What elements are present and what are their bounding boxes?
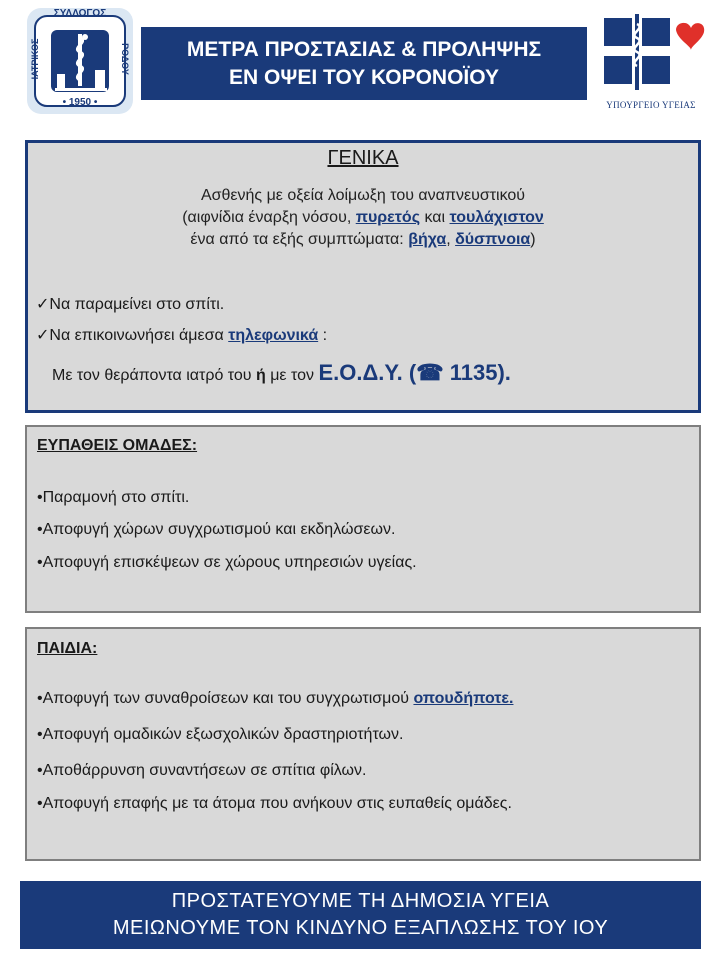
children-title: ΠΑΙΔΙΑ:: [37, 640, 98, 657]
logo-right-text: ΡΟΔΟΥ: [120, 43, 130, 75]
dyspnea-keyword: δύσπνοια: [455, 231, 531, 248]
vulnerable-groups-section: [25, 425, 701, 613]
contact-eody: [52, 360, 511, 386]
general-line-3-c: ,: [446, 231, 456, 248]
general-section: [25, 140, 701, 413]
instruction-stay-home: [36, 294, 224, 314]
ministry-of-health-logo: [596, 8, 706, 122]
contact-a: Με τον θεράποντα ιατρό του: [52, 367, 256, 384]
fever-keyword: πυρετός: [355, 209, 421, 226]
anywhere-keyword: οπουδήποτε.: [413, 690, 514, 707]
footer-banner: [20, 881, 701, 949]
cough-keyword: βήχα: [408, 231, 447, 248]
list-item: •Αποφυγή επισκέψεων σε χώρους υπηρεσιών υγείας.: [37, 554, 417, 571]
logo-year: • 1950 •: [62, 97, 98, 108]
general-line-3-e: ): [530, 231, 536, 248]
medical-association-logo: [27, 8, 133, 114]
header-line-2: ΕΝ ΟΨΕΙ ΤΟΥ ΚΟΡΟΝΟΪΟΥ: [228, 65, 500, 89]
general-line-3-a: ένα από τα εξής συμπτώματα:: [190, 231, 409, 248]
instruction-stay-home-text: Να παραμείνει στο σπίτι.: [49, 296, 225, 313]
logo-left-text: ΙΑΤΡΙΚΟΣ: [30, 38, 40, 80]
checkmark-icon: ✓: [36, 327, 50, 344]
list-item: •Αποφυγή χώρων συγχρωτισμού και εκδηλώσεων.: [37, 521, 396, 538]
checkmark-icon: ✓: [36, 296, 50, 313]
by-phone-keyword: τηλεφωνικά: [228, 327, 319, 344]
health-cross-heart-icon: [596, 8, 706, 100]
vulnerable-title: ΕΥΠΑΘΕΙΣ ΟΜΑΔΕΣ:: [37, 437, 198, 454]
logo-top-text: ΣΥΛΛΟΓΟΣ: [53, 8, 107, 19]
eody-hotline: Ε.Ο.Δ.Υ. (☎ 1135).: [318, 360, 511, 385]
list-item: •Παραμονή στο σπίτι.: [37, 489, 190, 506]
general-line-2: [28, 209, 698, 227]
header-line-1: ΜΕΤΡΑ ΠΡΟΣΤΑΣΙΑΣ & ΠΡΟΛΗΨΗΣ: [186, 37, 542, 61]
list-item: •Αποφυγή επαφής με τα άτομα που ανήκουν στις ευπαθείς ομάδες.: [37, 795, 512, 812]
list-item: [37, 690, 513, 708]
at-least-keyword: τουλάχιστον: [449, 209, 544, 226]
list-item: •Αποφυγή ομαδικών εξωσχολικών δραστηριοτήτων.: [37, 726, 404, 743]
contact-c: με τον: [265, 367, 319, 384]
general-line-1: Ασθενής με οξεία λοίμωξη του αναπνευστικού: [200, 187, 526, 204]
general-line-2-a: (αιφνίδια έναρξη νόσου,: [182, 209, 356, 226]
or-keyword: ή: [255, 367, 266, 384]
children-section: [25, 627, 701, 861]
general-line-2-c: και: [420, 209, 450, 226]
footer-line-1: ΠΡΟΣΤΑΤΕΥΟΥΜΕ ΤΗ ΔΗΜΟΣΙΑ ΥΓΕΙΑ: [171, 890, 550, 912]
footer-line-2: ΜΕΙΩΝΟΥΜΕ ΤΟΝ ΚΙΝΔΥΝΟ ΕΞΑΠΛΩΣΗΣ ΤΟΥ ΙΟΥ: [112, 917, 609, 939]
children-item-1-a: •Αποφυγή των συναθροίσεων και του συγχρωτισμού: [37, 690, 414, 707]
general-line-3: [28, 231, 698, 249]
instruction-contact: [36, 325, 327, 345]
instruction-contact-a: Να επικοινωνήσει άμεσα: [49, 327, 229, 344]
list-item: •Αποθάρρυνση συναντήσεων σε σπίτια φίλων.: [37, 762, 367, 779]
ministry-caption: ΥΠΟΥΡΓΕΙΟ ΥΓΕΙΑΣ: [606, 100, 696, 110]
general-title: ΓΕΝΙΚΑ: [327, 147, 399, 169]
header-banner: [141, 27, 587, 100]
instruction-contact-c: :: [318, 327, 328, 344]
